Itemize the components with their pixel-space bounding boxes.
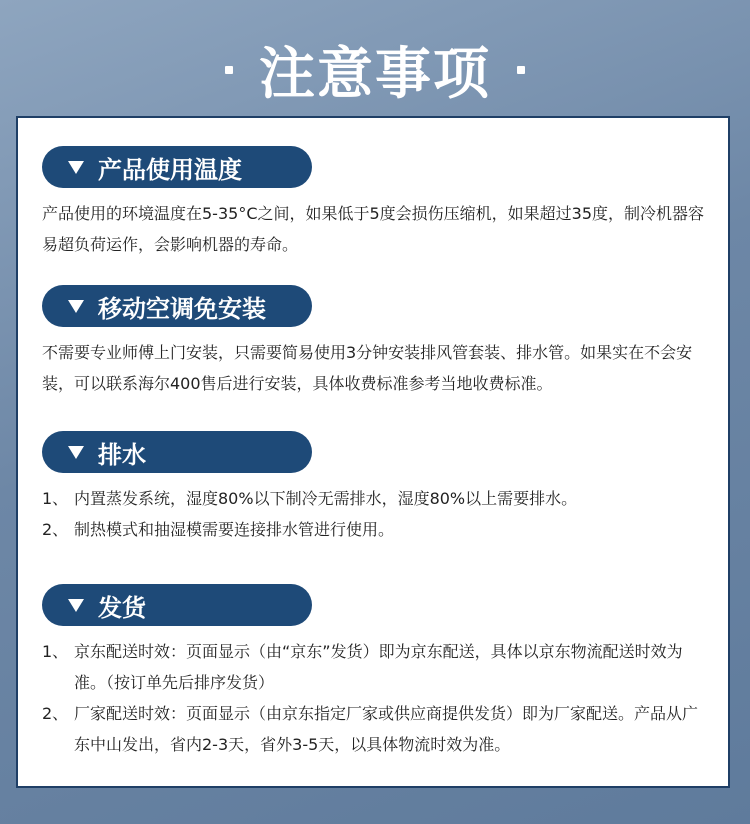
down-triangle-icon — [68, 300, 84, 313]
list-item — [42, 698, 712, 760]
title-dot-left — [225, 66, 233, 74]
section-heading: 排水 — [98, 440, 146, 469]
section-list — [42, 636, 712, 760]
section-shipping — [42, 584, 722, 760]
page-header — [0, 30, 750, 110]
section-paragraph: 产品使用的环境温度在5-35°C之间，如果低于5度会损伤压缩机，如果超过35度，制冷机器容易超负荷运作，会影响机器的寿命。 — [42, 204, 705, 254]
list-item — [42, 636, 712, 698]
list-item — [42, 514, 712, 545]
section-no-install — [42, 285, 722, 399]
section-heading: 发货 — [98, 593, 146, 622]
section-heading-pill — [42, 431, 312, 473]
section-heading-pill — [42, 146, 312, 188]
list-item-number: 1、 — [42, 642, 69, 661]
list-item-text: 厂家配送时效：页面显示（由京东指定厂家或供应商提供发货）即为厂家配送。产品从广东中山发出，省内2-3天，省外3-5天，以具体物流时效为准。 — [74, 704, 699, 754]
notice-card — [16, 116, 730, 788]
section-heading: 移动空调免安装 — [98, 294, 266, 323]
list-item-text: 内置蒸发系统，湿度80%以下制冷无需排水，湿度80%以上需要排水。 — [74, 489, 578, 508]
down-triangle-icon — [68, 599, 84, 612]
page-title: 注意事项 — [259, 42, 491, 107]
down-triangle-icon — [68, 446, 84, 459]
title-dot-right — [517, 66, 525, 74]
section-heading-pill — [42, 584, 312, 626]
list-item-text: 京东配送时效：页面显示（由“京东”发货）即为京东配送，具体以京东物流配送时效为准。（按订单先后排序发货） — [74, 642, 683, 692]
section-drainage — [42, 431, 722, 545]
list-item-number: 1、 — [42, 489, 69, 508]
section-list — [42, 483, 712, 545]
list-item-text: 制热模式和抽湿模需要连接排水管进行使用。 — [74, 520, 395, 539]
section-heading: 产品使用温度 — [98, 155, 242, 184]
list-item — [42, 483, 712, 514]
section-heading-pill — [42, 285, 312, 327]
list-item-number: 2、 — [42, 520, 69, 539]
section-paragraph: 不需要专业师傅上门安装，只需要简易使用3分钟安装排风管套装、排水管。如果实在不会安装，可以联系海尔400售后进行安装，具体收费标准参考当地收费标准。 — [42, 343, 693, 393]
section-usage-temperature — [42, 146, 722, 260]
list-item-number: 2、 — [42, 704, 69, 723]
down-triangle-icon — [68, 161, 84, 174]
